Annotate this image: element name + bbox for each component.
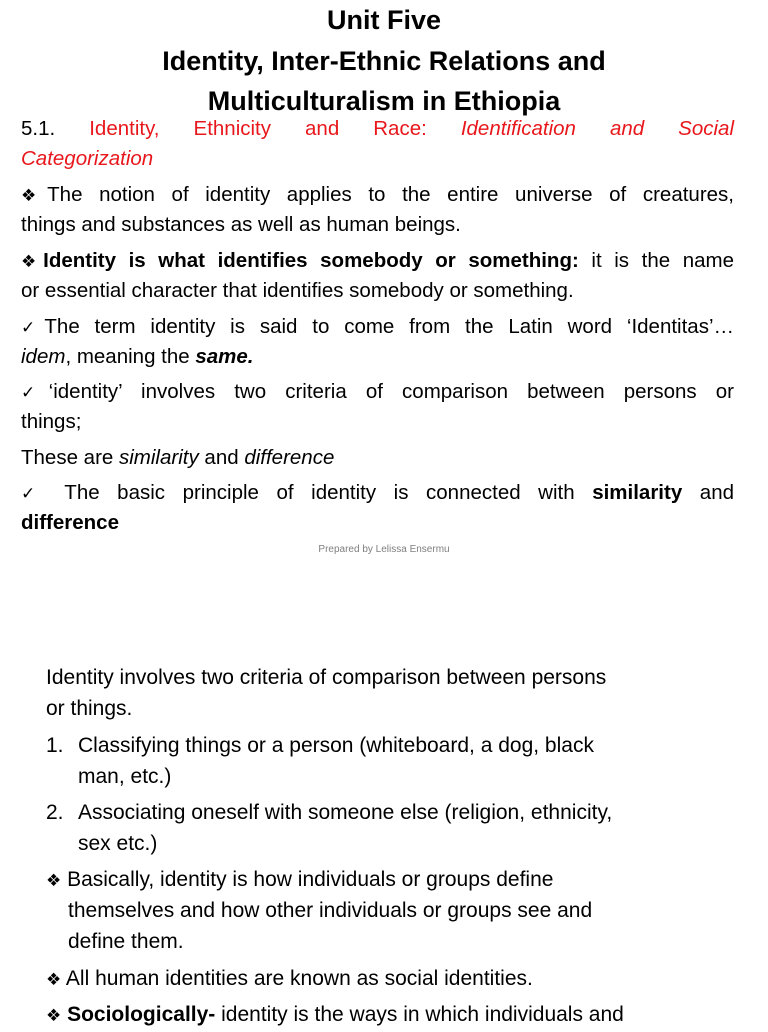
paragraph-6-line2: difference <box>21 511 119 534</box>
slide-2 <box>0 600 768 1024</box>
bullet-1-text: Basically, identity is how individuals or groups define <box>61 868 554 891</box>
check-bullet-icon: ✓ <box>21 318 45 338</box>
title-line-3: Multiculturalism in Ethiopia <box>207 86 561 116</box>
paragraph-2-line2: or essential character that identifies somebody or something. <box>21 279 574 302</box>
bullet-2-text: All human identities are known as social identities. <box>61 967 533 990</box>
diamond-bullet-icon: ❖ <box>21 252 44 272</box>
paragraph-6-line1 <box>21 478 734 509</box>
paragraph-1-line1 <box>21 180 734 211</box>
list-item-1-number: 1. <box>46 734 64 757</box>
title-line-2: Identity, Inter-Ethnic Relations and <box>162 46 606 76</box>
intro-line2: or things. <box>46 697 133 720</box>
paragraph-3-line1 <box>21 312 734 343</box>
paragraph-4-text: ‘identity’ involves two criteria of comparison between persons or <box>48 380 734 403</box>
paragraph-2-bold: Identity is what identifies somebody or something: <box>43 249 579 272</box>
list-item-1-line1: Classifying things or a person (whiteboard, a dog, black <box>78 734 594 757</box>
paragraph-5-similarity: similarity <box>119 446 199 469</box>
paragraph-4-line1 <box>21 377 734 408</box>
bullet-2 <box>46 963 728 996</box>
list-item-1-line2: man, etc.) <box>78 765 172 788</box>
paragraph-3-idem: idem <box>21 345 66 368</box>
section-number: 5.1. <box>21 117 56 140</box>
bullet-1-line1 <box>46 864 728 897</box>
paragraph-6-start: The basic principle of identity is connected with <box>47 481 593 504</box>
paragraph-3-same: same. <box>195 345 254 368</box>
bullet-3-bold: Sociologically- <box>61 1003 216 1026</box>
list-item-2 <box>46 797 728 828</box>
section-title-part2: Identification and Social <box>460 117 735 140</box>
list-item-2-line2: sex etc.) <box>78 832 158 855</box>
paragraph-1-text: The notion of identity applies to the entire universe of creatures, <box>47 183 734 206</box>
bullet-1-line2: themselves and how other individuals or groups see and <box>68 899 593 922</box>
diamond-bullet-icon: ❖ <box>21 186 48 206</box>
list-item-2-number: 2. <box>46 801 64 824</box>
section-heading <box>21 114 734 144</box>
paragraph-3-text: The term identity is said to come from the Latin word ‘Identitas’… <box>44 315 734 338</box>
paragraph-5-start: These are <box>21 446 119 469</box>
paragraph-4-line2: things; <box>21 410 82 433</box>
slide-title <box>0 0 768 121</box>
slide-footer: Prepared by Lelissa Ensermu <box>318 544 450 555</box>
paragraph-1-line2: things and substances as well as human beings. <box>21 213 461 236</box>
paragraph-6-and: and <box>682 481 734 504</box>
paragraph-5-difference: difference <box>244 446 335 469</box>
bullet-1-line3: define them. <box>68 930 184 953</box>
diamond-bullet-icon: ❖ <box>46 871 62 891</box>
bullet-3 <box>46 999 728 1032</box>
paragraph-3-mid: , meaning the <box>65 345 196 368</box>
bullet-3-rest: identity is the ways in which individuals and <box>215 1003 624 1026</box>
paragraph-5-and: and <box>198 446 245 469</box>
section-title-part1: Identity, Ethnicity and Race: <box>89 117 427 140</box>
diamond-bullet-icon: ❖ <box>46 970 62 990</box>
paragraph-3-line2 <box>21 342 734 372</box>
section-heading-line2 <box>21 144 734 174</box>
paragraph-2-line1 <box>21 246 734 277</box>
list-item-1 <box>46 730 728 761</box>
paragraph-2-rest: it is the name <box>578 249 734 272</box>
paragraph-5 <box>21 443 734 473</box>
title-line-1: Unit Five <box>326 5 441 35</box>
check-bullet-icon: ✓ <box>21 383 49 403</box>
list-item-2-line1: Associating oneself with someone else (religion, ethnicity, <box>78 801 613 824</box>
check-bullet-icon: ✓ <box>21 484 48 504</box>
diamond-bullet-icon: ❖ <box>46 1006 62 1026</box>
paragraph-6-similarity: similarity <box>592 481 683 504</box>
section-title-part3: Categorization <box>21 147 154 170</box>
intro-line1: Identity involves two criteria of comparison between persons <box>46 666 607 689</box>
